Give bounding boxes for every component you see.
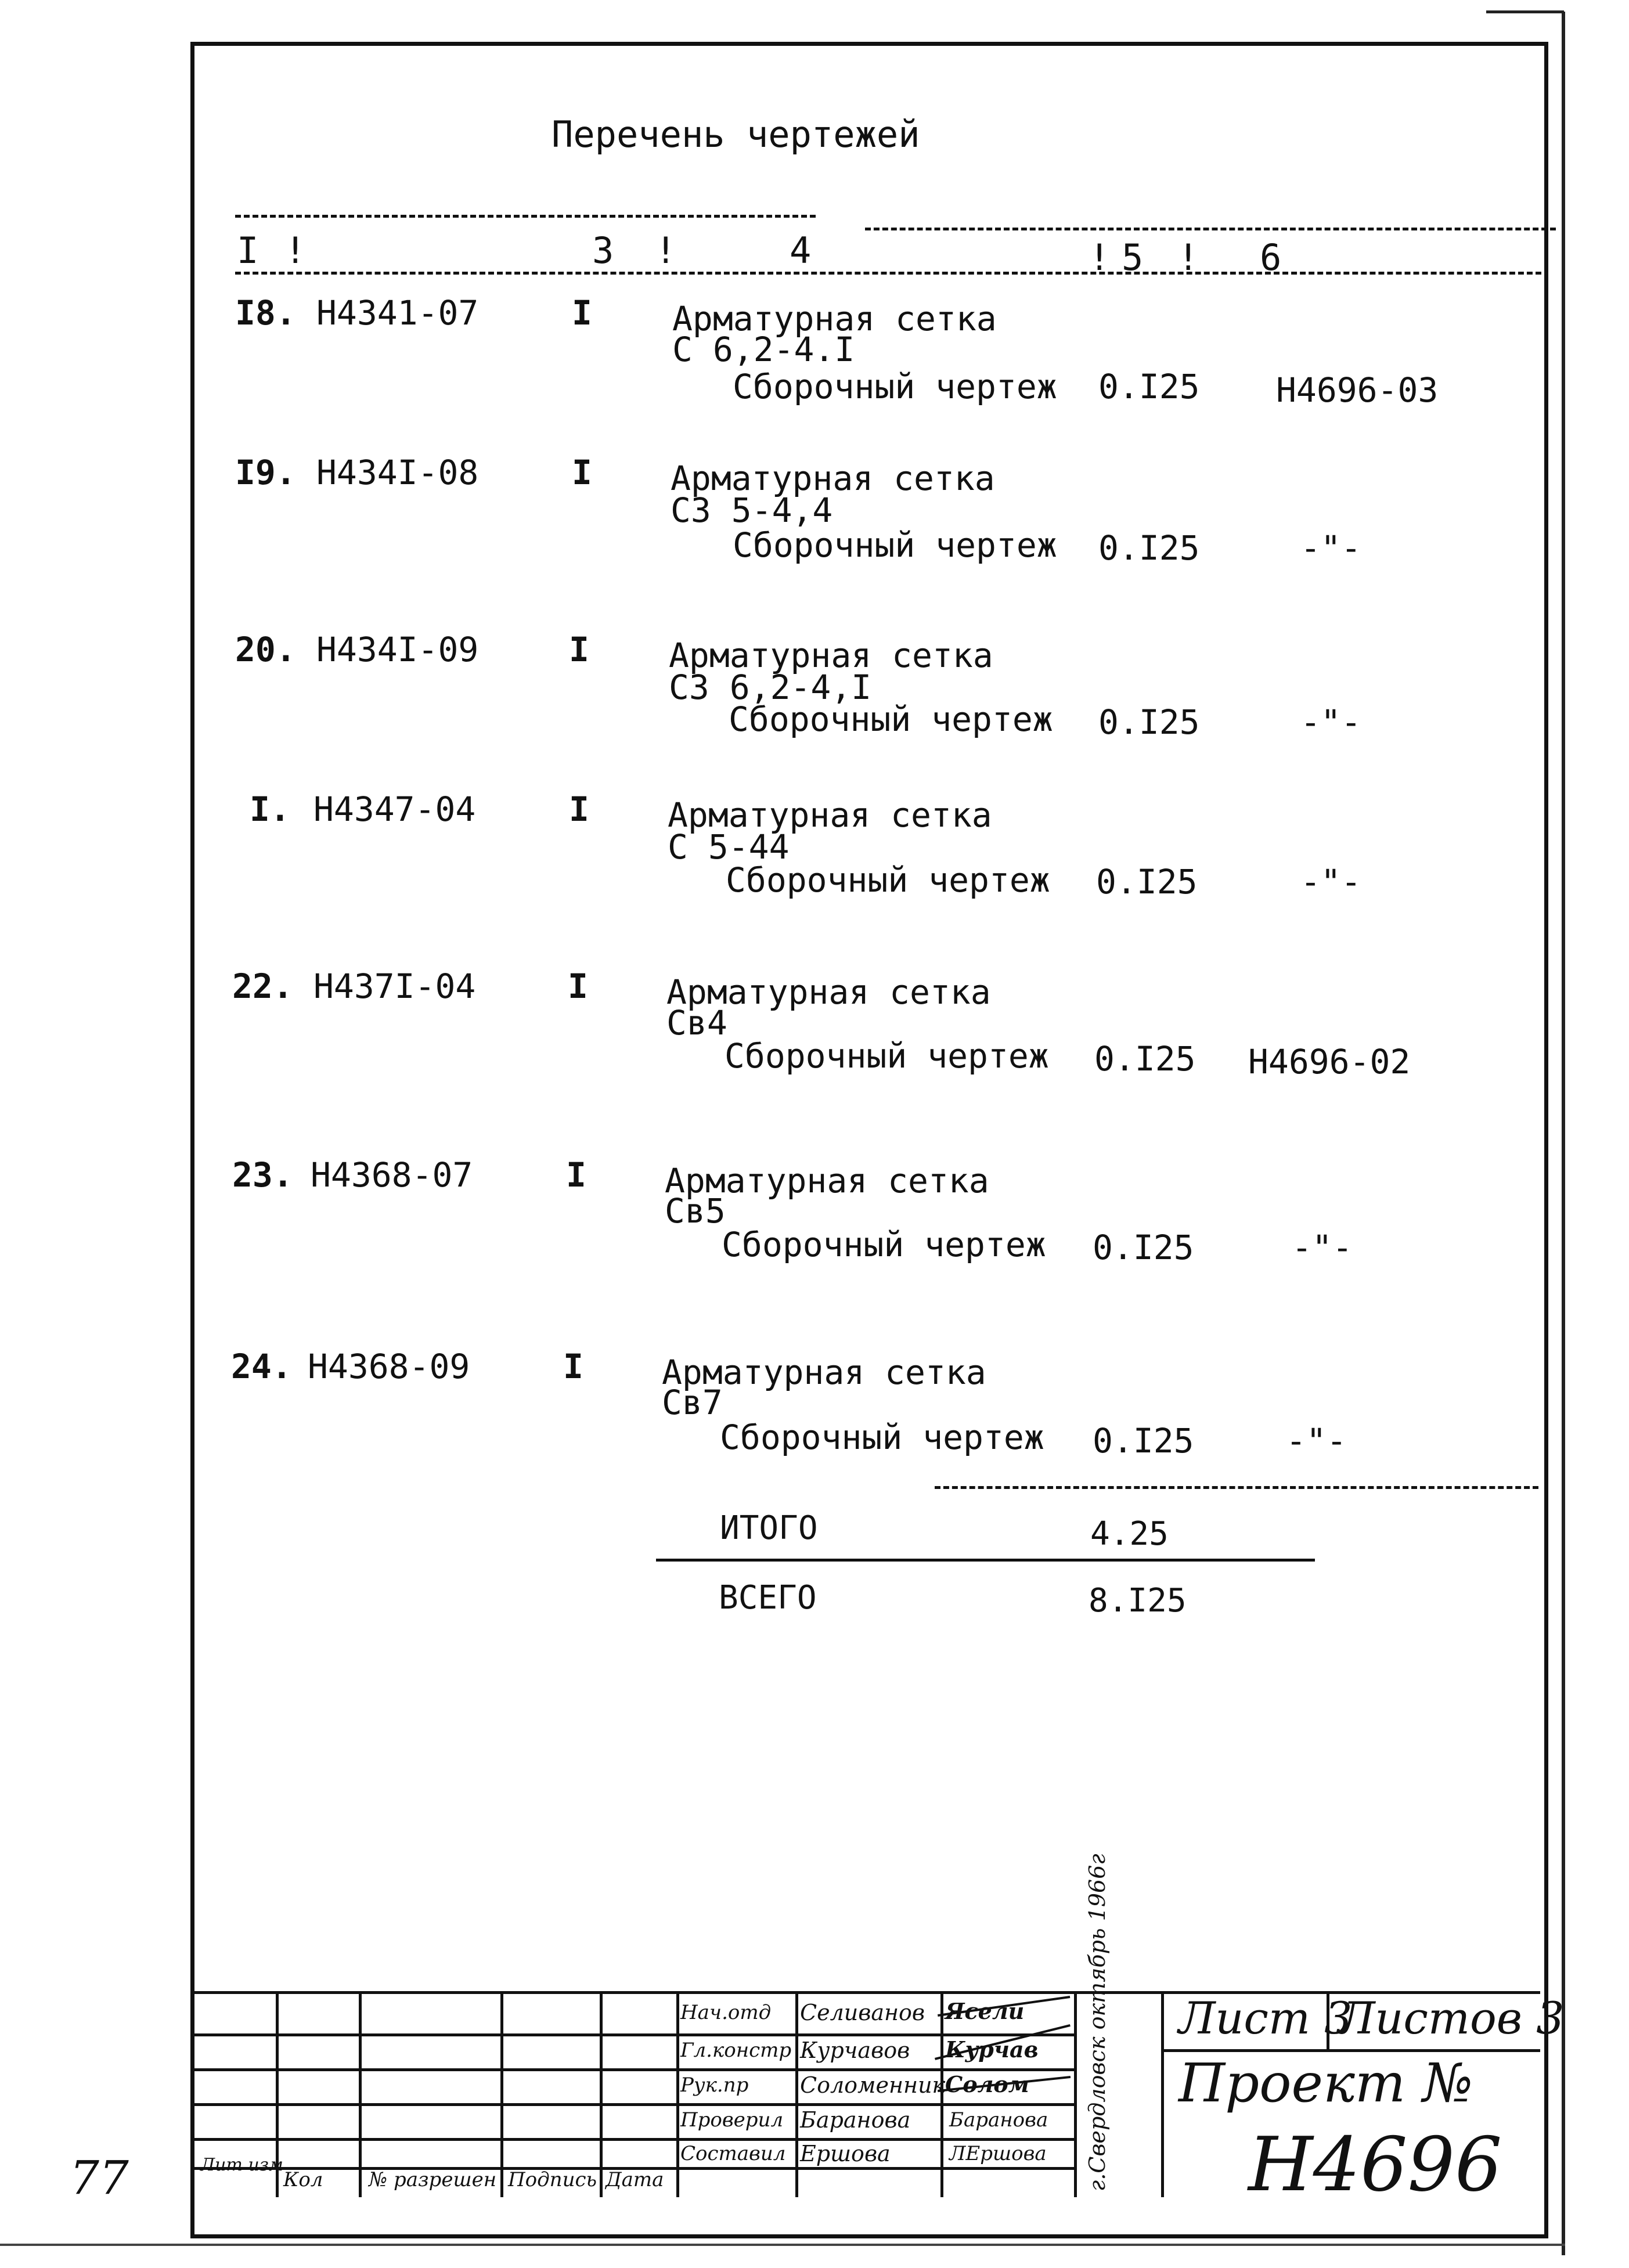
item-mark: Св7 xyxy=(662,1383,723,1422)
item-name: Арматурная сетка xyxy=(662,1353,986,1392)
reference: -"- xyxy=(1300,528,1361,568)
totals-underline xyxy=(656,1559,1315,1562)
item-mark: С 5-44 xyxy=(668,827,790,867)
drawing-code: Н434I-08 xyxy=(316,453,479,492)
drawing-code: Н437I-04 xyxy=(313,967,476,1006)
signature-project-lead: Солом xyxy=(945,2071,1029,2097)
quantity: I xyxy=(568,967,588,1006)
column-header-6: 6 xyxy=(1260,236,1282,279)
itogo-label: ИТОГО xyxy=(720,1509,818,1547)
item-mark: Св5 xyxy=(665,1191,726,1231)
item-name: Арматурная сетка xyxy=(668,795,992,835)
item-mark: С3 6,2-4,I xyxy=(669,668,872,707)
column-header-1: I xyxy=(237,229,259,272)
row-number: 22. xyxy=(232,967,293,1006)
outer-border-bottom xyxy=(0,2244,1565,2246)
quantity: I xyxy=(563,1347,583,1386)
weight: 0.I25 xyxy=(1098,702,1200,742)
outer-border-right xyxy=(1562,12,1565,2255)
signature-chief-designer: Курчав xyxy=(945,2036,1039,2063)
row-number: I9. xyxy=(235,453,296,492)
vsego-label: ВСЕГО xyxy=(719,1579,817,1617)
signature-checked: Баранова xyxy=(949,2108,1048,2132)
title-block-col-line xyxy=(600,1991,603,2197)
page-corner-number: 77 xyxy=(70,2151,129,2205)
totals-dash xyxy=(935,1486,1538,1489)
name-chief-designer: Курчавов xyxy=(800,2038,910,2063)
row-number: 23. xyxy=(232,1155,293,1195)
role-head-dept: Нач.отд xyxy=(680,2001,772,2024)
weight: 0.I25 xyxy=(1093,1421,1194,1461)
role-compiled: Составил xyxy=(680,2142,786,2165)
item-name: Арматурная сетка xyxy=(669,636,993,675)
column-header-5: 5 xyxy=(1122,236,1144,279)
quantity: I xyxy=(566,1155,586,1195)
drawing-code: Н4368-09 xyxy=(308,1347,470,1386)
quantity: I xyxy=(572,293,592,333)
item-mark: С3 5-4,4 xyxy=(671,491,833,530)
vsego-value: 8.I25 xyxy=(1089,1582,1187,1620)
weight: 0.I25 xyxy=(1098,528,1200,568)
title-block-col-line xyxy=(1074,1991,1077,2197)
item-mark: С 6,2-4.I xyxy=(672,330,855,369)
sheet-number: Лист 3 xyxy=(1178,1992,1353,2044)
drawing-type: Сборочный чертеж xyxy=(726,860,1050,900)
column-separator: ! xyxy=(1177,236,1199,279)
weight: 0.I25 xyxy=(1098,367,1200,406)
label-permission-number: № разрешен xyxy=(369,2168,497,2191)
role-chief-designer: Гл.констр xyxy=(680,2039,792,2062)
label-date: Дата xyxy=(606,2168,664,2191)
project-number: Н4696 xyxy=(1248,2122,1502,2208)
title-block-col-line xyxy=(500,1991,503,2197)
column-separator: ! xyxy=(1089,236,1111,279)
title-block-col-line xyxy=(676,1991,679,2197)
signature-head-dept: Ясели xyxy=(945,1998,1025,2024)
weight: 0.I25 xyxy=(1096,862,1198,902)
column-header-3: 3 xyxy=(592,229,614,272)
drawing-type: Сборочный чертеж xyxy=(725,1036,1049,1076)
drawing-code: Н434I-09 xyxy=(316,630,479,669)
item-name: Арматурная сетка xyxy=(666,972,991,1012)
column-separator: ! xyxy=(655,229,677,272)
drawing-code: Н4368-07 xyxy=(311,1155,473,1195)
name-checked: Баранова xyxy=(800,2107,911,2133)
title-block-col-line xyxy=(359,1991,362,2197)
item-mark: Св4 xyxy=(666,1003,727,1043)
outer-border-top xyxy=(1486,10,1564,13)
title-block-col-line xyxy=(1161,1991,1164,2197)
row-number: I. xyxy=(250,789,290,829)
name-project-lead: Соломенник xyxy=(800,2072,946,2098)
reference: -"- xyxy=(1292,1228,1353,1267)
project-label: Проект № xyxy=(1178,2052,1473,2114)
drawing-code: Н4347-04 xyxy=(313,789,476,829)
label-signature: Подпись xyxy=(508,2168,597,2191)
quantity: I xyxy=(569,630,589,669)
header-dash-top-left xyxy=(235,215,816,218)
role-checked: Проверил xyxy=(680,2108,784,2132)
reference: Н4696-02 xyxy=(1248,1042,1411,1081)
drawing-type: Сборочный чертеж xyxy=(720,1418,1044,1457)
item-name: Арматурная сетка xyxy=(672,299,997,338)
drawing-code: Н4341-07 xyxy=(316,293,479,333)
drawing-type: Сборочный чертеж xyxy=(733,367,1057,406)
item-name: Арматурная сетка xyxy=(665,1161,989,1200)
item-name: Арматурная сетка xyxy=(671,459,995,498)
title-block-col-line xyxy=(795,1991,798,2197)
column-separator: ! xyxy=(284,229,307,272)
itogo-value: 4.25 xyxy=(1090,1515,1169,1553)
header-dash-top-right xyxy=(865,228,1556,230)
sheets-total: Листов 3 xyxy=(1338,1992,1565,2044)
row-number: 20. xyxy=(235,630,296,669)
name-compiled: Ершова xyxy=(800,2141,891,2166)
reference: -"- xyxy=(1300,702,1361,742)
document-title: Перечень чертежей xyxy=(552,113,920,156)
drawing-type: Сборочный чертеж xyxy=(729,699,1053,739)
row-number: 24. xyxy=(231,1347,292,1386)
reference: -"- xyxy=(1286,1421,1347,1461)
reference: -"- xyxy=(1300,862,1361,902)
row-number: I8. xyxy=(235,293,296,333)
header-dash-bottom xyxy=(235,272,1541,275)
signature-compiled: ЛЕршова xyxy=(949,2142,1047,2165)
role-project-lead: Рук.пр xyxy=(680,2074,749,2097)
drawing-type: Сборочный чертеж xyxy=(733,525,1057,565)
column-header-4: 4 xyxy=(790,229,812,272)
quantity: I xyxy=(572,453,592,492)
label-lit-izm: Лит изм xyxy=(200,2155,283,2175)
weight: 0.I25 xyxy=(1094,1039,1196,1079)
name-head-dept: Селиванов xyxy=(800,2000,925,2025)
label-kol: Кол xyxy=(283,2168,323,2191)
date-and-city: г.Свердловск октябрь 1966г xyxy=(1084,1854,1110,2191)
weight: 0.I25 xyxy=(1093,1228,1194,1267)
quantity: I xyxy=(569,789,589,829)
reference: Н4696-03 xyxy=(1276,370,1439,410)
drawing-type: Сборочный чертеж xyxy=(722,1225,1046,1264)
